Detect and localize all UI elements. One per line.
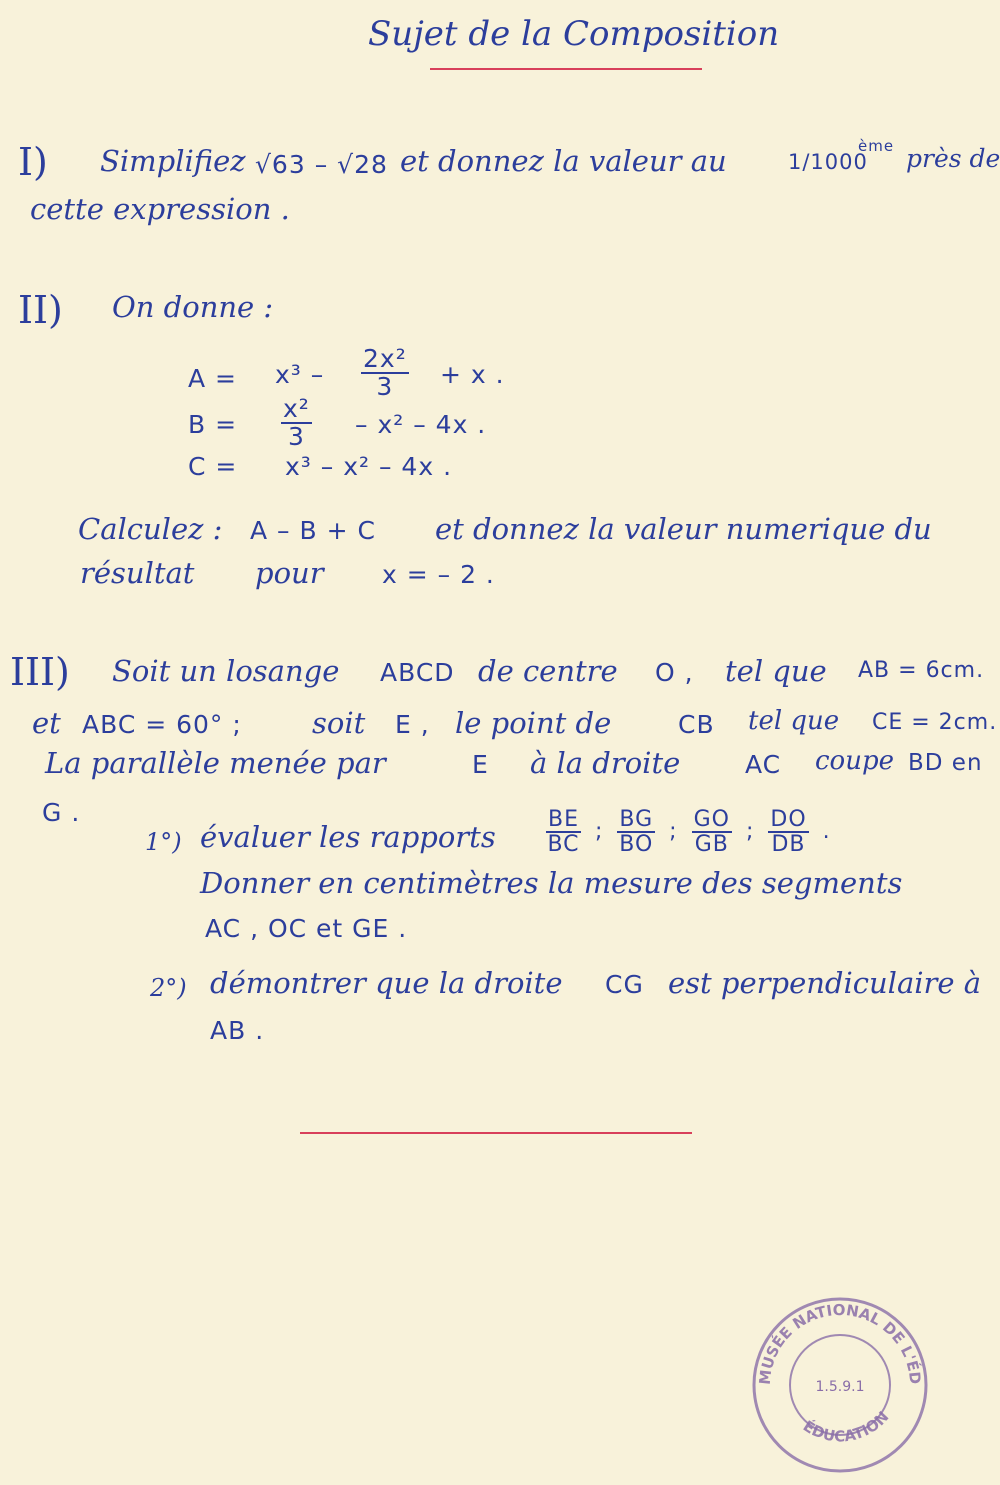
q3-l2-d: E , [395, 710, 430, 739]
q3-part2-number: 2°) [150, 974, 187, 1002]
ratio-bg-num: BG [619, 807, 654, 832]
bottom-rule [300, 1132, 692, 1134]
ratio-go-gb [692, 808, 732, 856]
q3-part2-text-b: CG [605, 970, 644, 999]
q3-l2-e: le point de [455, 706, 612, 740]
svg-text:MUSÉE NATIONAL DE L'ÉDUCATION [750, 1295, 924, 1385]
q3-l3-e: coupe [815, 746, 894, 776]
q1-text-a: Simplifiez [100, 144, 246, 178]
q2-a-frac-num: 2x² [363, 344, 407, 373]
ratio-bg-bo [617, 808, 655, 856]
q1-text-b: et donnez la valeur au [400, 144, 727, 178]
q2-b-lhs: B = [188, 410, 238, 439]
q2-b-fraction [275, 396, 318, 451]
q1-expression: √63 – √28 [255, 150, 388, 179]
q2-c-term: x³ – x² – 4x . [285, 452, 453, 481]
q3-l1-e: tel que [725, 654, 827, 688]
ratio-do-num: DO [770, 807, 807, 832]
q3-l1-c: de centre [478, 654, 618, 688]
stamp-center: 1.5.9.1 [815, 1379, 865, 1395]
ratio-do-db [768, 808, 808, 856]
q2-calc-text-d: pour [255, 556, 324, 590]
q2-a-term2: + x . [440, 360, 505, 389]
q3-l1-d: O , [655, 658, 694, 687]
q3-part1-line3: AC , OC et GE . [205, 914, 408, 943]
q3-part2-text-c: est perpendiculaire à [668, 966, 982, 1000]
q2-a-term1: x³ – [275, 360, 325, 389]
q3-part1-text: évaluer les rapports [200, 820, 496, 854]
q1-numeral: I) [18, 140, 48, 184]
svg-text:ÉDUCATION [800, 1408, 893, 1446]
q3-l2-f: CB [678, 710, 715, 739]
q2-a-fraction [355, 346, 415, 401]
q3-l1-f: AB = 6cm. [858, 658, 985, 683]
q2-calc-expr: A – B + C [250, 516, 376, 545]
q3-l3-d: AC [745, 750, 782, 779]
ratio-gb-den: GB [694, 832, 729, 858]
q3-l3-a: La parallèle menée par [45, 746, 386, 780]
q2-a-lhs: A = [188, 364, 237, 393]
q2-a-frac-den: 3 [376, 372, 394, 402]
q3-l3-b: E [472, 750, 489, 779]
q2-b-frac-num: x² [283, 394, 310, 423]
ratio-bo-den: BO [619, 832, 654, 858]
q3-l4: G . [42, 798, 81, 827]
q3-l1-a: Soit un losange [112, 654, 340, 688]
q3-part1-number: 1°) [145, 828, 182, 856]
q2-calc-text-c: résultat [80, 556, 195, 590]
q1-superscript: ème [858, 137, 895, 155]
separator: ; [669, 819, 678, 845]
ratio-bc-den: BC [547, 832, 580, 858]
ratio-db-den: DB [771, 832, 806, 858]
q2-calc-text-b: et donnez la valeur numerique du [435, 512, 932, 546]
q3-l2-g: tel que [748, 706, 840, 736]
q3-part2-line2: AB . [210, 1016, 265, 1045]
q2-b-term2: – x² – 4x . [355, 410, 487, 439]
q3-numeral: III) [10, 650, 70, 694]
museum-stamp [750, 1295, 930, 1475]
q3-l2-h: CE = 2cm. [872, 710, 998, 735]
q3-part1-line2: Donner en centimètres la mesure des segments [200, 866, 903, 900]
ratio-be-bc [546, 808, 581, 856]
q2-c-lhs: C = [188, 452, 238, 481]
q2-numeral: II) [18, 288, 63, 332]
stamp-text-bottom: ÉDUCATION [799, 1407, 893, 1446]
q1-text-c: près de [906, 144, 1000, 173]
page-title: Sujet de la Composition [368, 14, 780, 54]
q3-l2-b: ABC = 60° ; [82, 710, 242, 739]
title-underline [430, 68, 702, 70]
separator: ; [745, 819, 763, 845]
q3-l3-c: à la droite [530, 746, 681, 780]
ratio-be-num: BE [548, 807, 579, 832]
q3-l2-a: et [32, 706, 61, 740]
q2-calc-value: x = – 2 . [382, 560, 495, 589]
period: . [822, 819, 831, 845]
stamp-text-top: MUSÉE NATIONAL DE L'ÉD [755, 1300, 925, 1386]
q3-l3-f: BD en [908, 750, 983, 776]
q3-l2-c: soit [312, 706, 366, 740]
q2-calc-text-a: Calculez : [78, 512, 223, 546]
q1-fraction: 1/1000 [788, 150, 868, 174]
q2-intro: On donne : [112, 290, 274, 324]
q2-b-frac-den: 3 [287, 422, 305, 452]
separator: ; [595, 819, 612, 845]
q3-l1-b: ABCD [380, 658, 455, 687]
q3-part2-text-a: démontrer que la droite [210, 966, 563, 1000]
ratio-go-num: GO [693, 807, 730, 832]
q3-part1-fractions [540, 808, 831, 856]
q1-line2: cette expression . [30, 192, 290, 226]
